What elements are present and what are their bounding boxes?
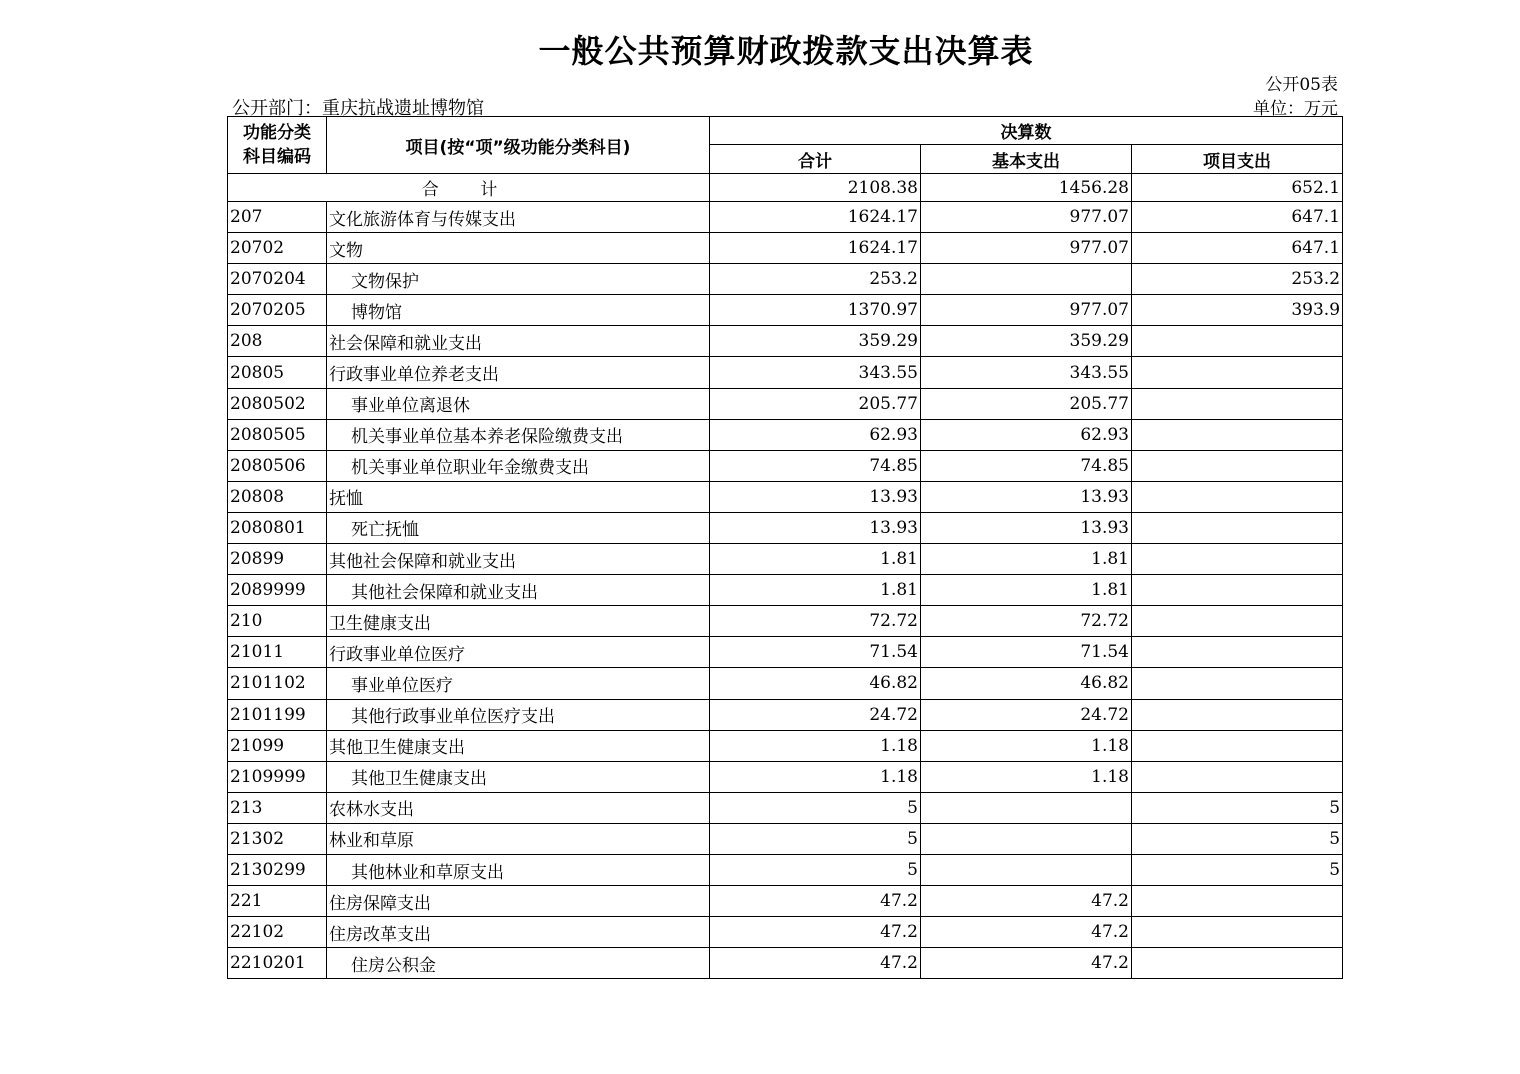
header-final-accounts: 决算数 (710, 117, 1343, 145)
row-project (1132, 326, 1343, 357)
header-code-line2: 科目编码 (243, 147, 311, 167)
row-project (1132, 606, 1343, 637)
header-project: 项目支出 (1132, 145, 1343, 174)
row-basic: 74.85 (921, 450, 1132, 481)
row-name: 事业单位医疗 (327, 668, 710, 699)
row-basic: 359.29 (921, 326, 1132, 357)
row-total: 1.81 (710, 575, 921, 606)
row-basic (921, 792, 1132, 823)
row-project (1132, 575, 1343, 606)
row-code: 2130299 (228, 854, 327, 885)
row-name: 其他卫生健康支出 (327, 761, 710, 792)
row-name: 林业和草原 (327, 823, 710, 854)
row-code: 207 (228, 202, 327, 233)
row-project: 5 (1132, 854, 1343, 885)
row-basic: 1.81 (921, 544, 1132, 575)
table-row (228, 388, 1343, 419)
row-basic: 13.93 (921, 512, 1132, 543)
table-row (228, 544, 1343, 575)
row-basic: 1.18 (921, 730, 1132, 761)
table-row (228, 450, 1343, 481)
row-basic: 71.54 (921, 637, 1132, 668)
table-row (228, 730, 1343, 761)
row-code: 2101199 (228, 699, 327, 730)
table-row (228, 202, 1343, 233)
row-code: 2109999 (228, 761, 327, 792)
row-project (1132, 948, 1343, 979)
department-label: 公开部门：重庆抗战遗址博物馆 (232, 98, 484, 119)
table-row (228, 823, 1343, 854)
row-project (1132, 388, 1343, 419)
table-row (228, 357, 1343, 388)
row-total: 5 (710, 854, 921, 885)
row-project: 5 (1132, 823, 1343, 854)
row-code: 2101102 (228, 668, 327, 699)
row-code: 22102 (228, 917, 327, 948)
row-total: 13.93 (710, 481, 921, 512)
row-basic: 1.18 (921, 761, 1132, 792)
table-row (228, 948, 1343, 979)
row-total: 5 (710, 792, 921, 823)
row-project (1132, 450, 1343, 481)
row-total: 205.77 (710, 388, 921, 419)
row-code: 213 (228, 792, 327, 823)
row-total: 1.81 (710, 544, 921, 575)
row-name: 机关事业单位基本养老保险缴费支出 (327, 419, 710, 450)
header-code-line1: 功能分类 (243, 123, 311, 143)
row-project (1132, 481, 1343, 512)
row-total: 253.2 (710, 264, 921, 295)
table-row (228, 233, 1343, 264)
row-code: 2070205 (228, 295, 327, 326)
row-total: 71.54 (710, 637, 921, 668)
row-project (1132, 637, 1343, 668)
row-code: 20808 (228, 481, 327, 512)
row-code: 21302 (228, 823, 327, 854)
table-row (228, 761, 1343, 792)
form-number: 公开05表 (1265, 75, 1338, 95)
row-name: 事业单位离退休 (327, 388, 710, 419)
table-row (228, 699, 1343, 730)
row-total: 5 (710, 823, 921, 854)
row-code: 2080801 (228, 512, 327, 543)
total-label: 合 计 (228, 174, 710, 202)
row-name: 卫生健康支出 (327, 606, 710, 637)
table-row (228, 917, 1343, 948)
table-row (228, 326, 1343, 357)
total-project: 652.1 (1132, 174, 1343, 202)
table-row (228, 512, 1343, 543)
row-project (1132, 761, 1343, 792)
table-row (228, 886, 1343, 917)
row-total: 72.72 (710, 606, 921, 637)
row-total: 62.93 (710, 419, 921, 450)
row-basic (921, 264, 1132, 295)
table-row (228, 295, 1343, 326)
row-total: 47.2 (710, 917, 921, 948)
row-name: 文化旅游体育与传媒支出 (327, 202, 710, 233)
row-code: 2089999 (228, 575, 327, 606)
header-basic: 基本支出 (921, 145, 1132, 174)
row-total: 1624.17 (710, 233, 921, 264)
row-basic: 343.55 (921, 357, 1132, 388)
row-total: 343.55 (710, 357, 921, 388)
row-code: 208 (228, 326, 327, 357)
row-name: 抚恤 (327, 481, 710, 512)
row-basic: 24.72 (921, 699, 1132, 730)
row-basic: 62.93 (921, 419, 1132, 450)
row-name: 死亡抚恤 (327, 512, 710, 543)
table-row (228, 792, 1343, 823)
row-name: 博物馆 (327, 295, 710, 326)
table-row (228, 419, 1343, 450)
row-project: 647.1 (1132, 233, 1343, 264)
row-project: 253.2 (1132, 264, 1343, 295)
row-name: 其他行政事业单位医疗支出 (327, 699, 710, 730)
row-code: 20899 (228, 544, 327, 575)
table-row (228, 264, 1343, 295)
row-code: 21011 (228, 637, 327, 668)
row-name: 其他社会保障和就业支出 (327, 575, 710, 606)
row-project (1132, 544, 1343, 575)
row-name: 社会保障和就业支出 (327, 326, 710, 357)
total-basic: 1456.28 (921, 174, 1132, 202)
row-code: 2080502 (228, 388, 327, 419)
row-basic (921, 823, 1132, 854)
row-name: 行政事业单位养老支出 (327, 357, 710, 388)
row-project (1132, 699, 1343, 730)
row-name: 文物 (327, 233, 710, 264)
row-code: 2210201 (228, 948, 327, 979)
row-name: 文物保护 (327, 264, 710, 295)
row-total: 46.82 (710, 668, 921, 699)
row-code: 2080505 (228, 419, 327, 450)
row-code: 2080506 (228, 450, 327, 481)
row-basic: 1.81 (921, 575, 1132, 606)
row-name: 其他卫生健康支出 (327, 730, 710, 761)
header-item: 项目(按“项”级功能分类科目) (327, 117, 710, 174)
table-row (228, 854, 1343, 885)
row-name: 行政事业单位医疗 (327, 637, 710, 668)
row-project (1132, 730, 1343, 761)
header-code (228, 117, 327, 174)
row-basic: 977.07 (921, 233, 1132, 264)
row-total: 1.18 (710, 761, 921, 792)
row-basic: 977.07 (921, 295, 1132, 326)
table-row (228, 668, 1343, 699)
row-basic: 46.82 (921, 668, 1132, 699)
row-code: 210 (228, 606, 327, 637)
row-name: 住房改革支出 (327, 917, 710, 948)
row-project (1132, 886, 1343, 917)
row-code: 20702 (228, 233, 327, 264)
row-basic: 47.2 (921, 886, 1132, 917)
row-project (1132, 512, 1343, 543)
row-project (1132, 357, 1343, 388)
row-total: 47.2 (710, 948, 921, 979)
row-code: 21099 (228, 730, 327, 761)
row-total: 1370.97 (710, 295, 921, 326)
row-total: 13.93 (710, 512, 921, 543)
total-row (228, 174, 1343, 202)
row-project: 5 (1132, 792, 1343, 823)
unit-label: 单位：万元 (1253, 99, 1338, 119)
row-project (1132, 917, 1343, 948)
row-total: 74.85 (710, 450, 921, 481)
row-basic: 205.77 (921, 388, 1132, 419)
row-basic (921, 854, 1132, 885)
row-name: 其他林业和草原支出 (327, 854, 710, 885)
row-project: 647.1 (1132, 202, 1343, 233)
row-basic: 47.2 (921, 948, 1132, 979)
table-row (228, 575, 1343, 606)
row-basic: 977.07 (921, 202, 1132, 233)
row-name: 农林水支出 (327, 792, 710, 823)
row-name: 其他社会保障和就业支出 (327, 544, 710, 575)
row-code: 2070204 (228, 264, 327, 295)
row-basic: 47.2 (921, 917, 1132, 948)
row-basic: 72.72 (921, 606, 1132, 637)
row-total: 1624.17 (710, 202, 921, 233)
row-name: 住房保障支出 (327, 886, 710, 917)
row-total: 1.18 (710, 730, 921, 761)
header-total: 合计 (710, 145, 921, 174)
table-row (228, 637, 1343, 668)
row-project: 393.9 (1132, 295, 1343, 326)
row-basic: 13.93 (921, 481, 1132, 512)
row-total: 359.29 (710, 326, 921, 357)
row-name: 机关事业单位职业年金缴费支出 (327, 450, 710, 481)
row-total: 47.2 (710, 886, 921, 917)
total-sum: 2108.38 (710, 174, 921, 202)
row-code: 20805 (228, 357, 327, 388)
row-project (1132, 668, 1343, 699)
row-total: 24.72 (710, 699, 921, 730)
budget-table (227, 116, 1343, 979)
page-title: 一般公共预算财政拨款支出决算表 (538, 32, 1034, 70)
row-code: 221 (228, 886, 327, 917)
row-name: 住房公积金 (327, 948, 710, 979)
table-row (228, 481, 1343, 512)
row-project (1132, 419, 1343, 450)
table-row (228, 606, 1343, 637)
